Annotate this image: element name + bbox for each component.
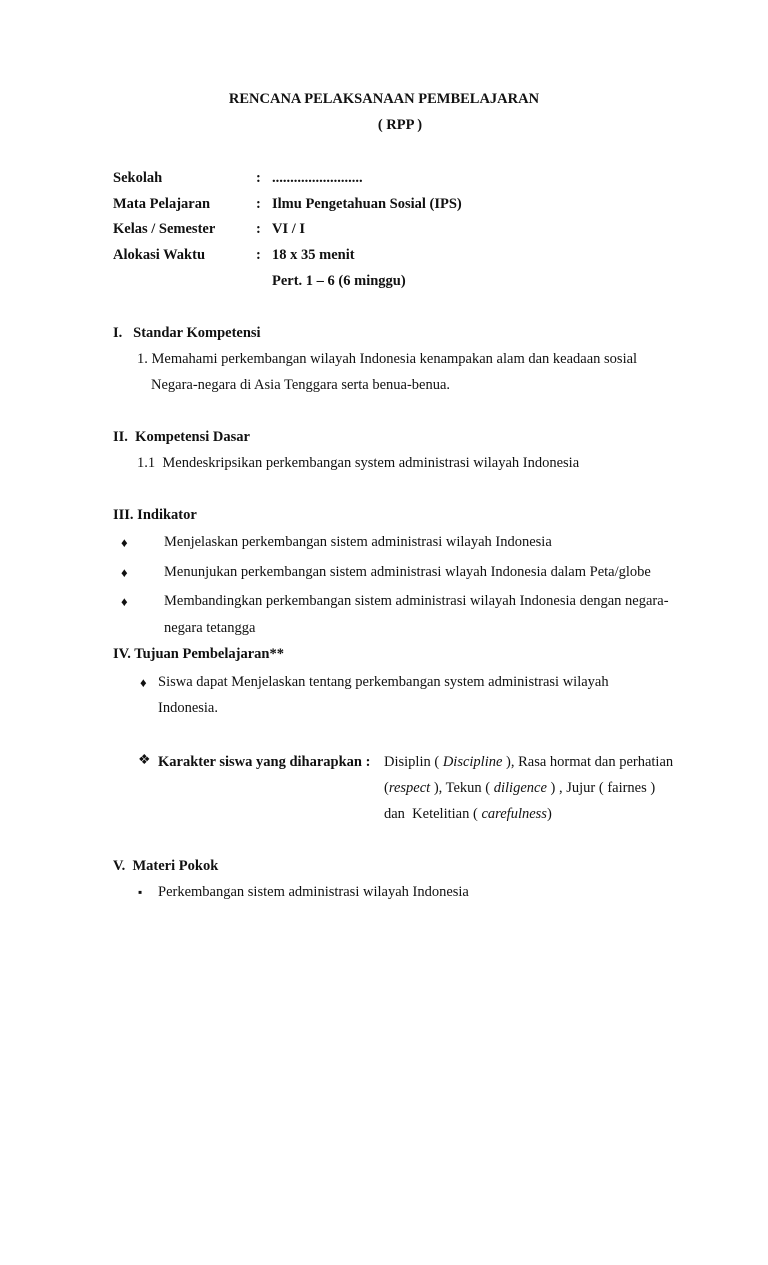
document-subtitle: ( RPP ) — [377, 117, 423, 133]
identity-value: Ilmu Pengetahuan Sosial (IPS) — [272, 196, 462, 212]
identity-colon: : — [256, 221, 261, 237]
section-heading: III. Indikator — [113, 507, 197, 523]
diamond-bullet-icon: ♦ — [121, 594, 128, 609]
competency-line: 1. Memahami perkembangan wilayah Indonesia kenampakan alam dan keadaan sosial — [137, 351, 638, 367]
diamond-quad-bullet-icon: ❖ — [138, 753, 151, 768]
competency-line: Negara-negara di Asia Tenggara serta benua-benua. — [151, 377, 451, 393]
objective-line: Siswa dapat Menjelaskan tentang perkembangan system administrasi wilayah — [158, 674, 609, 690]
character-line: (respect ), Tekun ( diligence ) , Jujur ( fairnes ) — [384, 780, 656, 796]
identity-label: Mata Pelajaran — [113, 196, 211, 212]
identity-colon: : — [256, 170, 261, 186]
square-bullet-icon: ▪ — [138, 885, 143, 899]
identity-extra: Pert. 1 – 6 (6 minggu) — [272, 273, 406, 289]
indicator-item: Membandingkan perkembangan sistem administrasi wilayah Indonesia dengan negara- — [164, 593, 669, 609]
basic-competency-item: 1.1 Mendeskripsikan perkembangan system administrasi wilayah Indonesia — [137, 455, 580, 471]
identity-value: ......................... — [272, 170, 363, 186]
character-label: Karakter siswa yang diharapkan : — [158, 754, 371, 770]
identity-label: Alokasi Waktu — [113, 247, 206, 263]
section-heading: V. Materi Pokok — [113, 858, 219, 874]
identity-colon: : — [256, 196, 261, 212]
indicator-item: Menjelaskan perkembangan sistem administrasi wilayah Indonesia — [164, 534, 552, 550]
identity-colon: : — [256, 247, 261, 263]
identity-label: Kelas / Semester — [113, 221, 216, 237]
character-line: Disiplin ( Discipline ), Rasa hormat dan perhatian — [384, 754, 674, 770]
section-heading: I. Standar Kompetensi — [113, 325, 261, 341]
character-line: dan Ketelitian ( carefulness) — [384, 806, 552, 822]
section-heading: IV. Tujuan Pembelajaran** — [113, 646, 284, 662]
diamond-bullet-icon: ♦ — [140, 675, 147, 690]
diamond-bullet-icon: ♦ — [121, 565, 128, 580]
material-item: Perkembangan sistem administrasi wilayah Indonesia — [158, 884, 469, 900]
identity-value: 18 x 35 menit — [272, 247, 355, 263]
document-title: RENCANA PELAKSANAAN PEMBELAJARAN — [228, 91, 540, 107]
indicator-item-continuation: negara tetangga — [164, 620, 256, 636]
diamond-bullet-icon: ♦ — [121, 535, 128, 550]
indicator-item: Menunjukan perkembangan sistem administrasi wlayah Indonesia dalam Peta/globe — [164, 564, 651, 580]
objective-line: Indonesia. — [158, 700, 218, 716]
section-heading: II. Kompetensi Dasar — [113, 429, 250, 445]
identity-value: VI / I — [272, 221, 306, 237]
identity-label: Sekolah — [113, 170, 163, 186]
